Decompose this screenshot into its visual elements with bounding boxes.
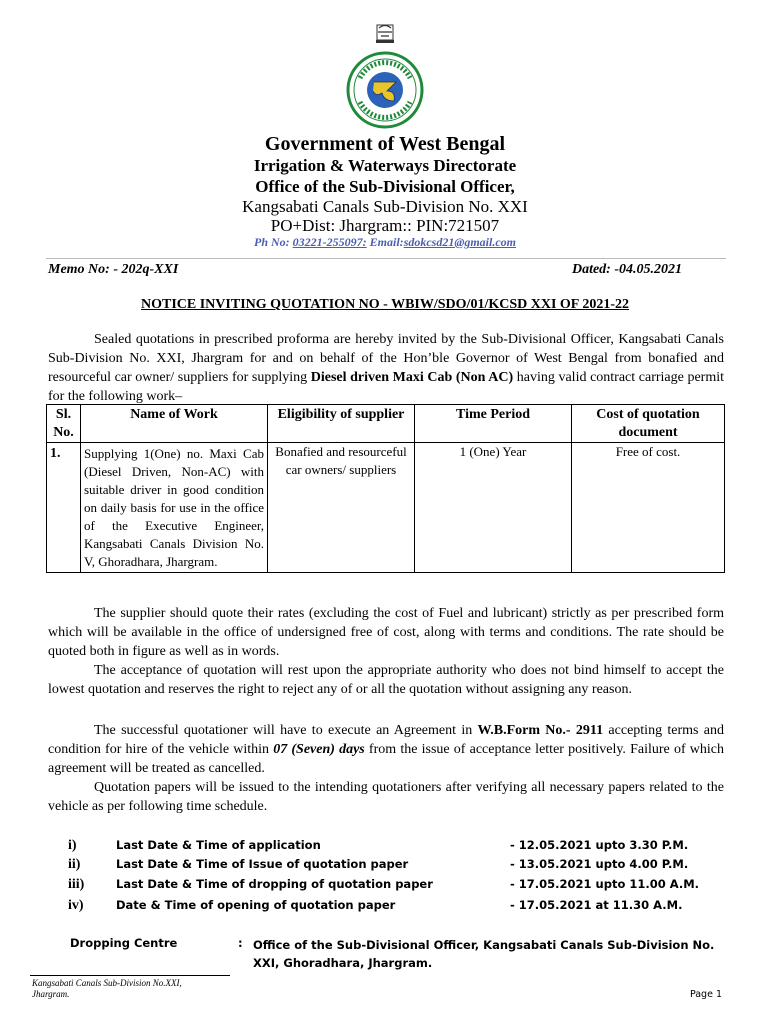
table-header-row: [47, 405, 725, 443]
header-cost: Cost of quotation document: [572, 405, 725, 443]
works-table: [46, 404, 725, 573]
dropping-centre-colon: :: [238, 936, 243, 950]
intro-tail: having valid contract carriage permit for the following work–: [48, 370, 725, 404]
dropping-centre-label: Dropping Centre: [70, 936, 178, 950]
schedule-label: Date & Time of opening of quotation paper: [116, 898, 396, 912]
state-emblem: [335, 20, 435, 132]
email-label: Email:: [366, 235, 404, 249]
schedule-number: ii): [68, 857, 81, 872]
header-time-period: Time Period: [415, 405, 572, 443]
subdivision-line: Kangsabati Canals Sub-Division No. XXI: [242, 197, 528, 216]
government-heading: Government of West Bengal: [264, 133, 506, 155]
cell-cost: Free of cost.: [572, 443, 725, 573]
page-number: Page 1: [689, 989, 722, 1000]
agreement-text-1: The successful quotationer will have to execute an Agreement in: [94, 723, 478, 738]
footer-divider: [30, 975, 230, 976]
footer-office: [32, 978, 232, 1000]
intro-paragraph: [48, 330, 724, 406]
phone-link[interactable]: 03221-255097:: [292, 235, 367, 249]
cell-work: Supplying 1(One) no. Maxi Cab (Diesel Driven, Non-AC) with suitable driver in good condition on daily basis for use in the office of the Executive Engineer, Kangsabati Canals Division No. V, Ghoradhara, Jhargram.: [81, 443, 268, 573]
memo-number: Memo No: - 202q-XXI: [48, 262, 179, 277]
intro-text: Sealed quotations in prescribed proforma are hereby invited by the Sub-Divisional Officer, Kangsabati Canals Sub-Division No. XXI, Jhargram for and on behalf of the Hon’ble Governor of West Bengal from bonafied and resourceful car owner/ suppliers for supplying: [48, 332, 724, 385]
table-row: [47, 443, 725, 573]
notice-title: NOTICE INVITING QUOTATION NO - WBIW/SDO/01/KCSD XXI OF 2021-22: [141, 297, 629, 312]
schedule-value: - 12.05.2021 upto 3.30 P.M.: [510, 838, 689, 852]
agreement-text-3: from the issue of acceptance letter positively. Failure of which agreement will be treated as cancelled.: [48, 742, 724, 776]
cell-sl: 1.: [47, 443, 81, 573]
schedule-number: iv): [68, 898, 84, 913]
schedule-label: Last Date & Time of application: [116, 838, 321, 852]
schedule-value: - 17.05.2021 upto 11.00 A.M.: [510, 877, 700, 891]
schedule-label: Last Date & Time of dropping of quotation paper: [116, 877, 433, 891]
schedule-label: Last Date & Time of Issue of quotation paper: [116, 857, 409, 871]
email-link[interactable]: sdokcsd21@gmail.com: [403, 235, 516, 249]
issue-paragraph: Quotation papers will be issued to the intending quotationers after verifying all necessary papers related to the vehicle as per following time schedule.: [48, 780, 724, 814]
phone-label: Ph No:: [254, 235, 293, 249]
directorate-heading: Irrigation & Waterways Directorate: [253, 156, 517, 175]
header-sl-no: Sl. No.: [47, 405, 81, 443]
cell-period: 1 (One) Year: [415, 443, 572, 573]
schedule-number: i): [68, 838, 77, 853]
footer-office-line1: Kangsabati Canals Sub-Division No.XXI,: [32, 978, 182, 988]
dropping-centre-value: Office of the Sub-Divisional Officer, Kangsabati Canals Sub-Division No. XXI, Ghoradhara, Jhargram.: [253, 938, 715, 970]
vehicle-type: Diesel driven Maxi Cab (Non AC): [310, 370, 514, 385]
memo-date: Dated: -04.05.2021: [571, 262, 682, 277]
acceptance-paragraph: The acceptance of quotation will rest upon the appropriate authority who does not bind himself to accept the lowest quotation and reserves the right to reject any of or all the quotation without assigning any reason.: [48, 663, 724, 697]
agreement-days: 07 (Seven) days: [273, 742, 365, 757]
address-line: PO+Dist: Jhargram:: PIN:721507: [270, 216, 500, 235]
schedule-number: iii): [68, 877, 85, 892]
header-name-of-work: Name of Work: [81, 405, 268, 443]
office-heading: Office of the Sub-Divisional Officer,: [255, 177, 515, 196]
cell-eligibility: Bonafied and resourceful car owners/ suppliers: [268, 443, 415, 573]
agreement-text-2: accepting terms and condition for hire of the vehicle within: [48, 723, 725, 757]
header-divider: [46, 258, 726, 259]
contact-line: [0, 235, 770, 250]
rates-paragraph: The supplier should quote their rates (excluding the cost of Fuel and lubricant) strictly as per prescribed form which will be available in the office of undersigned free of cost, along with terms and conditions. The rate should be quoted both in figure as well as in words.: [48, 606, 724, 659]
footer-office-line2: Jhargram.: [32, 989, 70, 999]
biswa-bangla-seal-icon: [348, 53, 422, 127]
agreement-paragraph: [48, 721, 724, 778]
header-eligibility: Eligibility of supplier: [268, 405, 415, 443]
agreement-form: W.B.Form No.- 2911: [477, 723, 604, 738]
schedule-value: - 13.05.2021 upto 4.00 P.M.: [510, 857, 689, 871]
schedule-value: - 17.05.2021 at 11.30 A.M.: [510, 898, 683, 912]
ashoka-emblem-icon: [376, 25, 394, 43]
